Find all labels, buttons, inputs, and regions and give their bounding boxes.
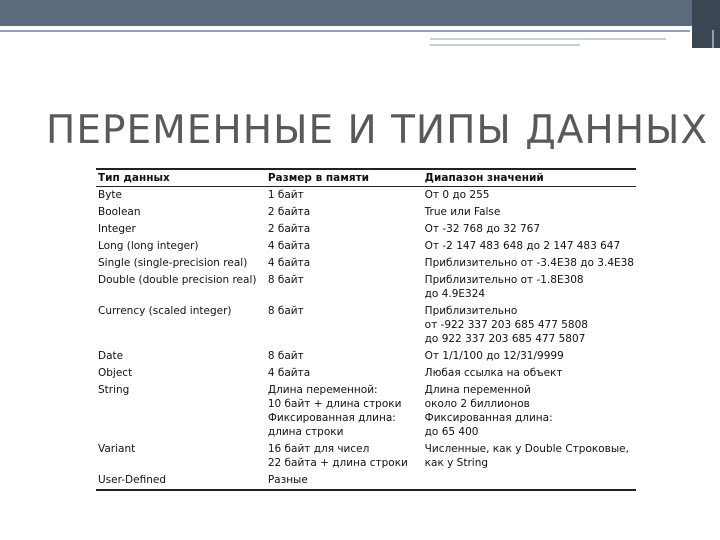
cell-line: от -922 337 203 685 477 5808: [424, 319, 588, 331]
cell-range: [423, 272, 636, 303]
table-row: [96, 204, 636, 221]
table-row: [96, 365, 636, 382]
cell-line: длина строки: [267, 426, 344, 438]
cell-type: [96, 441, 266, 472]
cell-line: 2 байта: [267, 206, 311, 218]
header-size: Размер в памяти: [266, 169, 423, 187]
cell-size: [266, 204, 423, 221]
cell-line: String: [98, 384, 130, 396]
cell-size: [266, 221, 423, 238]
cell-size: [266, 365, 423, 382]
cell-line: Date: [98, 350, 124, 362]
divider-line: [0, 30, 690, 32]
data-types-table: [96, 168, 636, 491]
cell-line: Currency (scaled integer): [98, 305, 232, 317]
cell-type: [96, 204, 266, 221]
cell-line: От 0 до 255: [424, 189, 490, 201]
cell-size: [266, 238, 423, 255]
cell-size: [266, 441, 423, 472]
cell-line: Object: [98, 367, 133, 379]
cell-line: Double (double precision real): [98, 274, 257, 286]
cell-range: [423, 303, 636, 348]
divider-line: [430, 44, 580, 46]
cell-size: [266, 187, 423, 205]
cell-line: Single (single-precision real): [98, 257, 248, 269]
cell-line: Приблизительно от -1.8E308: [424, 274, 584, 286]
cell-line: 4 байта: [267, 240, 311, 252]
cell-range: [423, 238, 636, 255]
cell-line: 16 байт для чисел: [267, 443, 370, 455]
cell-line: 8 байт: [267, 274, 304, 286]
table-row: [96, 382, 636, 441]
cell-line: около 2 биллионов: [424, 398, 530, 410]
cell-line: User-Defined: [98, 474, 166, 486]
cell-line: до 65 400: [424, 426, 479, 438]
cell-line: до 922 337 203 685 477 5807: [424, 333, 586, 345]
divider-line: [430, 38, 666, 40]
cell-type: [96, 472, 266, 490]
cell-type: [96, 348, 266, 365]
cell-line: От -32 768 до 32 767: [424, 223, 541, 235]
cell-line: Фиксированная длина:: [267, 412, 396, 424]
cell-line: Byte: [98, 189, 122, 201]
cell-type: [96, 221, 266, 238]
cell-line: Длина переменной: [424, 384, 531, 396]
divider-line: [712, 30, 714, 48]
cell-line: Приблизительно от -3.4E38 до 3.4E38: [424, 257, 634, 269]
cell-type: [96, 382, 266, 441]
cell-line: True или False: [424, 206, 501, 218]
cell-line: Boolean: [98, 206, 141, 218]
slide-title: ПЕРЕМЕННЫЕ И ТИПЫ ДАННЫХ: [46, 108, 709, 153]
cell-line: 8 байт: [267, 305, 304, 317]
table-header-row: [96, 169, 636, 187]
cell-line: 1 байт: [267, 189, 304, 201]
table-row: [96, 238, 636, 255]
top-banner: [0, 0, 720, 26]
cell-range: [423, 221, 636, 238]
table-row: [96, 187, 636, 205]
table-body: [96, 187, 636, 491]
cell-line: Фиксированная длина:: [424, 412, 553, 424]
table-row: [96, 221, 636, 238]
table-row: [96, 255, 636, 272]
cell-size: [266, 303, 423, 348]
cell-line: Длина переменной:: [267, 384, 378, 396]
cell-line: как у String: [424, 457, 489, 469]
cell-line: 4 байта: [267, 257, 311, 269]
cell-range: [423, 365, 636, 382]
cell-type: [96, 255, 266, 272]
cell-line: 22 байта + длина строки: [267, 457, 408, 469]
cell-range: [423, 472, 636, 490]
cell-range: [423, 382, 636, 441]
cell-line: От 1/1/100 до 12/31/9999: [424, 350, 564, 362]
cell-line: Численные, как у Double Строковые,: [424, 443, 629, 455]
cell-line: Variant: [98, 443, 136, 455]
corner-accent: [692, 0, 720, 48]
cell-type: [96, 238, 266, 255]
table-row: [96, 303, 636, 348]
cell-line: 10 байт + длина строки: [267, 398, 402, 410]
cell-line: Long (long integer): [98, 240, 199, 252]
cell-range: [423, 348, 636, 365]
cell-size: [266, 255, 423, 272]
cell-line: до 4.9E324: [424, 288, 486, 300]
cell-type: [96, 365, 266, 382]
cell-range: [423, 204, 636, 221]
header-type: Тип данных: [96, 169, 266, 187]
table-row: [96, 441, 636, 472]
cell-line: Приблизительно: [424, 305, 518, 317]
table-row: [96, 272, 636, 303]
cell-line: Разные: [267, 474, 308, 486]
table-row: [96, 348, 636, 365]
cell-type: [96, 272, 266, 303]
cell-range: [423, 255, 636, 272]
cell-size: [266, 348, 423, 365]
cell-line: 4 байта: [267, 367, 311, 379]
cell-size: [266, 272, 423, 303]
cell-range: [423, 441, 636, 472]
cell-size: [266, 382, 423, 441]
cell-line: Integer: [98, 223, 136, 235]
cell-type: [96, 303, 266, 348]
cell-range: [423, 187, 636, 205]
cell-size: [266, 472, 423, 490]
cell-line: 2 байта: [267, 223, 311, 235]
cell-type: [96, 187, 266, 205]
cell-line: От -2 147 483 648 до 2 147 483 647: [424, 240, 621, 252]
cell-line: 8 байт: [267, 350, 304, 362]
cell-line: Любая ссылка на объект: [424, 367, 563, 379]
header-range: Диапазон значений: [423, 169, 636, 187]
table-row: [96, 472, 636, 490]
